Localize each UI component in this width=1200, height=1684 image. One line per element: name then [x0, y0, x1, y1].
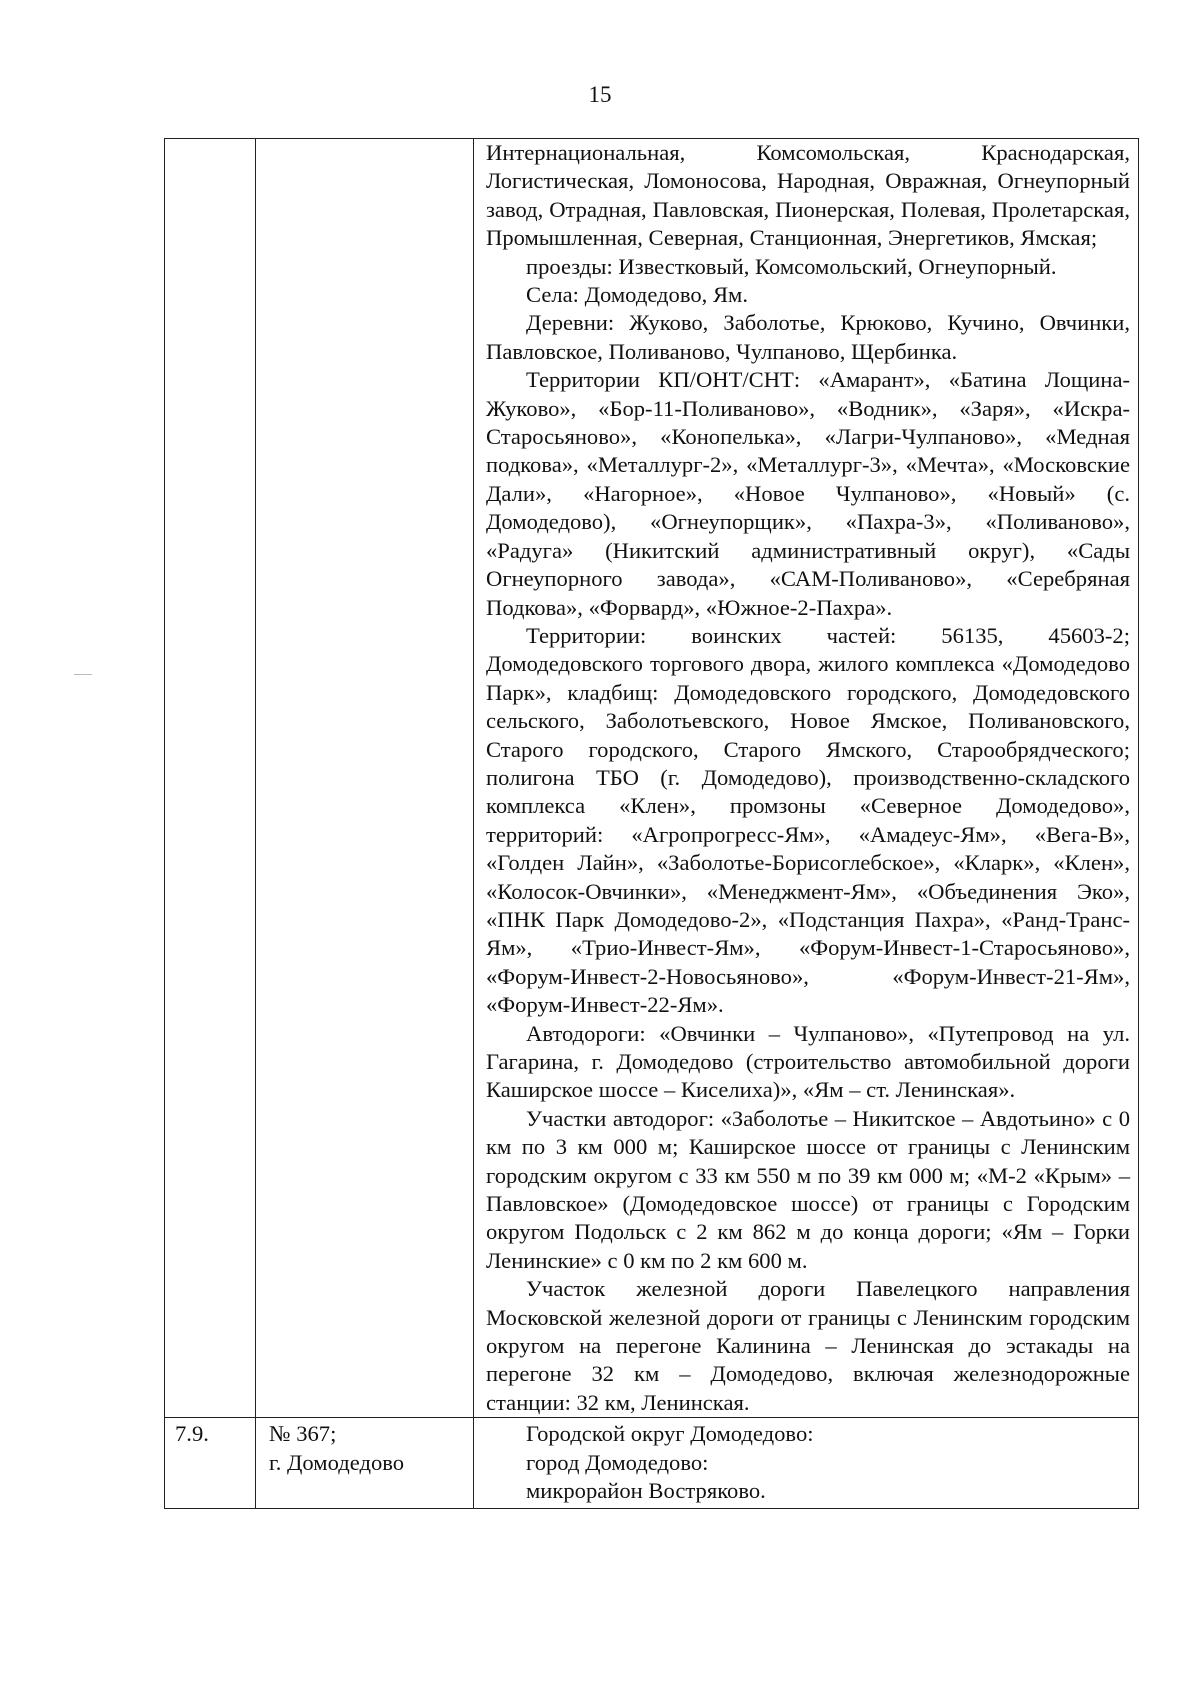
description-paragraph: Села: Домодедово, Ям. [526, 282, 748, 308]
territory-table [164, 138, 1139, 1509]
description-paragraph: Автодороги: «Овчинки – Чулпаново», «Путепровод на ул. Гагарина, г. Домодедово (строительство автомобильной дороги Каширское шоссе – Киселиха)», «Ям – ст. Ленинская». [486, 1020, 1130, 1103]
description-line: микрорайон Востряково. [526, 1478, 766, 1504]
description-paragraph: Территории: воинских частей: 56135, 45603-2; Домодедовского торгового двора, жилого комплекса «Домодедово Парк», кладбищ: Домодедовского городского, Домодедовского сельского, Заболотьевского, Новое Ямское, Поливановского, Старого городского, Старого Ямского, Старообрядческого; полигона ТБО (г. Домодедово), производственно-складского комплекса «Клен», промзоны «Северное Домодедово», территорий: «Агропрогресс-Ям», «Амадеус-Ям», «Вега-В», «Голден Лайн», «Заболотье-Борисоглебское», «Кларк», «Клен», «Колосок-Овчинки», «Менеджмент-Ям», «Объединения Эко», «ПНК Парк Домодедово-2», «Подстанция Пахра», «Ранд-Транс-Ям», «Трио-Инвест-Ям», «Форум-Инвест-1-Старосьяново», «Форум-Инвест-2-Новосьяново», «Форум-Инвест-21-Ям», «Форум-Инвест-22-Ям». [486, 622, 1130, 1018]
description-paragraph: Деревни: Жуково, Заболотье, Крюково, Кучино, Овчинки, Павловское, Поливаново, Чулпаново, Щербинка. [486, 310, 1130, 364]
row-name-line: № 367; [269, 1421, 337, 1447]
row-number-cell [165, 139, 256, 1418]
description-line: город Домодедово: [526, 1449, 709, 1475]
row-number-cell: 7.9. [165, 1418, 256, 1508]
description-line: Городской округ Домодедово: [526, 1421, 814, 1447]
row-name-cell [256, 1418, 474, 1508]
table-row [165, 139, 1139, 1418]
row-description-cell [474, 139, 1139, 1418]
description-paragraph: Интернациональная, Комсомольская, Краснодарская, Логистическая, Ломоносова, Народная, Овражная, Огнеупорный завод, Отрадная, Павловская, Пионерская, Полевая, Пролетарская, Промышленная, Северная, Станционная, Энергетиков, Ямская; [486, 140, 1130, 251]
description-paragraph: Участки автодорог: «Заболотье – Никитское – Авдотьино» с 0 км по 3 км 000 м; Каширское шоссе от границы с Ленинским городским округом с 33 км 550 м по 39 км 000 м; «М-2 «Крым» – Павловское» (Домодедовское шоссе) от границы с Городским округом Подольск с 2 км 862 м до конца дороги; «Ям – Горки Ленинские» с 0 км по 2 км 600 м. [486, 1105, 1130, 1273]
row-name-cell [256, 139, 474, 1418]
row-description-cell [474, 1418, 1139, 1508]
description-paragraph: Участок железной дороги Павелецкого направления Московской железной дороги от границы с Ленинским городским округом на перегоне Калинина – Ленинская до эстакады на перегоне 32 км – Домодедово, включая железнодорожные станции: 32 км, Ленинская. [486, 1276, 1130, 1415]
page-number: 15 [588, 82, 612, 107]
description-paragraph: Территории КП/ОНТ/СНТ: «Амарант», «Батина Лощина-Жуково», «Бор-11-Поливаново», «Водник», «Заря», «Искра-Старосьяново», «Конопелька», «Лагри-Чулпаново», «Медная подкова», «Металлург-2», «Металлург-3», «Мечта», «Московские Дали», «Нагорное», «Новое Чулпаново», «Новый» (с. Домодедово), «Огнеупорщик», «Пахра-3», «Поливаново», «Радуга» (Никитский административный округ), «Сады Огнеупорного завода», «САМ-Поливаново», «Серебряная Подкова», «Форвард», «Южное-2-Пахра». [486, 367, 1130, 620]
table-row [165, 1418, 1139, 1508]
row-name-line: г. Домодедово [269, 1449, 405, 1475]
description-paragraph: проезды: Известковый, Комсомольский, Огнеупорный. [526, 253, 1057, 279]
margin-mark [74, 674, 92, 675]
